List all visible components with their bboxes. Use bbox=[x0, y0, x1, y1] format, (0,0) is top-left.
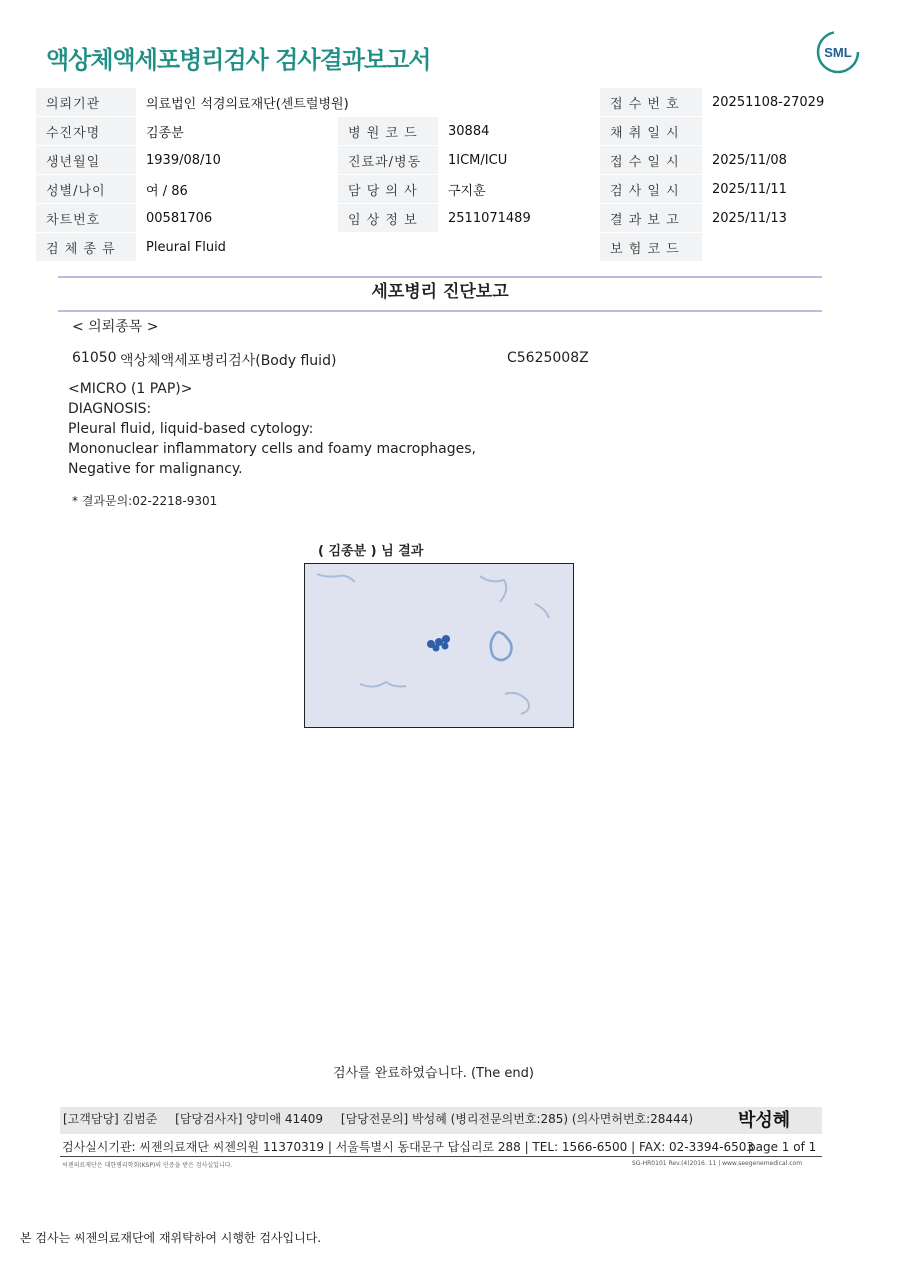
order-label: < 의뢰종목 > bbox=[72, 319, 159, 335]
diagnosis-line: Negative for malignancy. bbox=[68, 461, 243, 477]
info-value: 김종분 bbox=[136, 117, 338, 146]
info-label: 의뢰기관 bbox=[36, 88, 136, 117]
contact-note: * 결과문의:02-2218-9301 bbox=[72, 494, 218, 508]
info-value bbox=[702, 117, 864, 146]
diagnosis-heading: DIAGNOSIS: bbox=[68, 401, 152, 417]
form-code: SG-HR0101 Rev.(4)2016. 11 | www.seegenemedical.com bbox=[632, 1160, 803, 1167]
info-row bbox=[36, 88, 864, 117]
info-value: 1ICM/ICU bbox=[438, 146, 600, 175]
customer-contact: [고객담당] 김범준 bbox=[63, 1112, 158, 1126]
info-label: 차트번호 bbox=[36, 204, 136, 233]
pathologist: [담당전문의] 박성혜 (병리전문의번호:285) (의사면허번호:28444) bbox=[340, 1112, 694, 1126]
info-value: Pleural Fluid bbox=[136, 233, 600, 262]
order-code: C5625008Z bbox=[507, 350, 589, 366]
footer-note: 본 검사는 씨젠의료재단에 재위탁하여 시행한 검사입니다. bbox=[20, 1231, 322, 1245]
info-value: 2025/11/11 bbox=[702, 175, 864, 204]
info-row bbox=[36, 117, 864, 146]
info-label: 결 과 보 고 bbox=[600, 204, 702, 233]
info-value: 2025/11/08 bbox=[702, 146, 864, 175]
info-row bbox=[36, 233, 864, 262]
info-label: 접 수 일 시 bbox=[600, 146, 702, 175]
info-label: 수진자명 bbox=[36, 117, 136, 146]
test-code: 61050 bbox=[72, 350, 117, 366]
end-text: 검사를 완료하였습니다. (The end) bbox=[333, 1066, 534, 1081]
micro-line: <MICRO (1 PAP)> bbox=[68, 381, 193, 397]
info-label: 병 원 코 드 bbox=[338, 117, 438, 146]
section-title: 세포병리 진단보고 bbox=[58, 276, 822, 312]
testing-institution: 검사실시기관: 씨젠의료재단 씨젠의원 11370319 | 서울특별시 동대문구 답십리로 288 | TEL: 1566-6500 | FAX: 02-3394-6503 bbox=[62, 1140, 755, 1154]
info-label: 채 취 일 시 bbox=[600, 117, 702, 146]
logo-text: SML bbox=[824, 45, 852, 60]
diagnosis-line: Pleural fluid, liquid-based cytology: bbox=[68, 421, 314, 437]
info-label: 검 체 종 류 bbox=[36, 233, 136, 262]
report-title: 액상체액세포병리검사 검사결과보고서 bbox=[46, 46, 431, 74]
info-value: 구지훈 bbox=[438, 175, 600, 204]
lab-technician: [담당검사자] 양미애 41409 bbox=[175, 1112, 324, 1126]
info-label: 접 수 번 호 bbox=[600, 88, 702, 117]
patient-info-table bbox=[36, 88, 864, 262]
test-name: 액상체액세포병리검사(Body fluid) bbox=[120, 353, 337, 369]
info-label: 생년월일 bbox=[36, 146, 136, 175]
sml-logo bbox=[816, 30, 860, 74]
divider bbox=[60, 1156, 822, 1157]
info-row bbox=[36, 175, 864, 204]
info-value: 의료법인 석경의료재단(센트럴병원) bbox=[136, 88, 600, 117]
info-row bbox=[36, 204, 864, 233]
info-label: 임 상 정 보 bbox=[338, 204, 438, 233]
info-value: 여 / 86 bbox=[136, 175, 338, 204]
signature: 박성혜 bbox=[738, 1110, 791, 1131]
info-value: 30884 bbox=[438, 117, 600, 146]
staff-bar bbox=[60, 1107, 822, 1134]
info-value: 2511071489 bbox=[438, 204, 600, 233]
certification-note: 씨젠의료재단은 대한병리학회(KSP)의 인증을 받은 검사실입니다. bbox=[62, 1162, 233, 1169]
info-value: 20251108-27029 bbox=[702, 88, 864, 117]
info-label: 담 당 의 사 bbox=[338, 175, 438, 204]
info-label: 진료과/병동 bbox=[338, 146, 438, 175]
info-value: 2025/11/13 bbox=[702, 204, 864, 233]
info-label: 보 험 코 드 bbox=[600, 233, 702, 262]
info-value bbox=[702, 233, 864, 262]
info-label: 성별/나이 bbox=[36, 175, 136, 204]
cytology-image bbox=[304, 563, 574, 728]
diagnosis-line: Mononuclear inflammatory cells and foamy macrophages, bbox=[68, 441, 476, 457]
info-value: 1939/08/10 bbox=[136, 146, 338, 175]
info-row bbox=[36, 146, 864, 175]
info-label: 검 사 일 시 bbox=[600, 175, 702, 204]
page-number: page 1 of 1 bbox=[748, 1140, 817, 1154]
photo-caption: ( 김종분 ) 님 결과 bbox=[318, 544, 424, 559]
info-value: 00581706 bbox=[136, 204, 338, 233]
